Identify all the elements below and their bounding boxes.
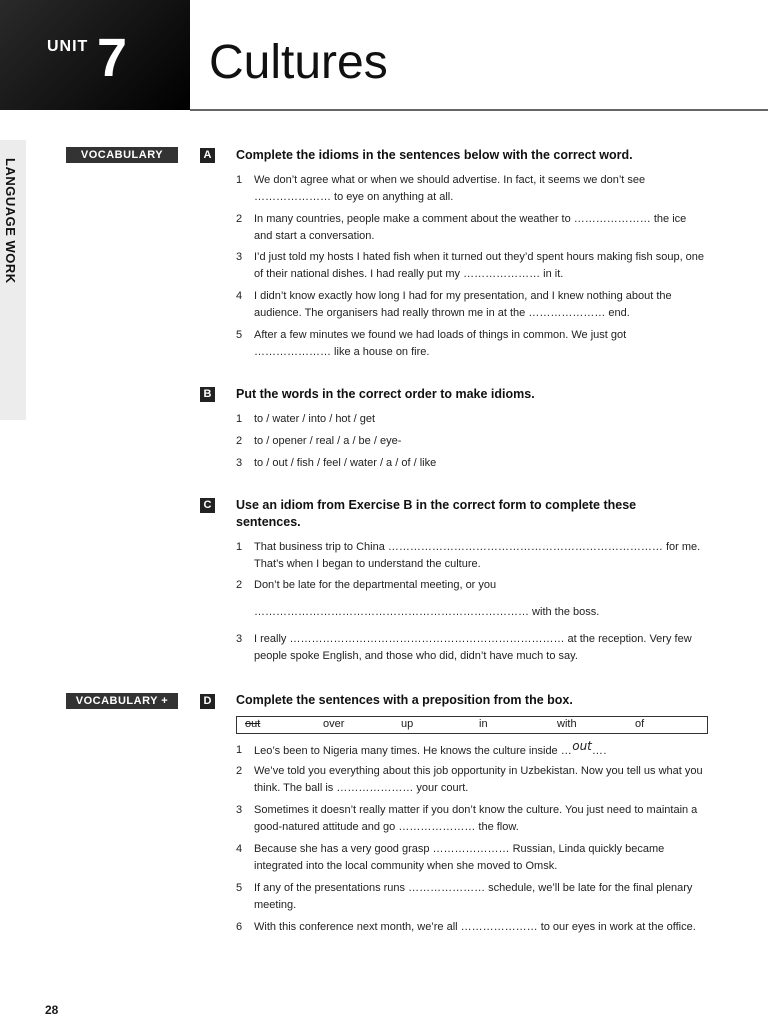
item-text: to / opener / real / a / be / eye- xyxy=(254,435,402,447)
item-text: to / out / fish / feel / water / a / of / like xyxy=(254,457,437,469)
item-text-lead: Leo’s been to Nigeria many times. He knows the culture inside xyxy=(254,745,561,757)
unit-number: 7 xyxy=(97,28,128,88)
item-number: 2 xyxy=(236,579,243,591)
vocabulary-tag: VOCABULARY xyxy=(66,147,178,163)
item-text: We’ve told you everything about this job opportunity in Uzbekistan. Now you tell us what you think. The ball is ………………… your court. xyxy=(254,765,703,794)
unit-banner xyxy=(0,0,190,110)
item-number: 6 xyxy=(236,921,243,933)
item-text: After a few minutes we found we had loads of things in common. We just got ………………… like a house on fire. xyxy=(254,329,627,358)
item-text: I’d just told my hosts I hated fish when it turned out they’d spent hours making fish soup, one of their national dishes. I had really put my ………………… in it. xyxy=(254,251,705,280)
box-word: in xyxy=(479,718,488,730)
item-number: 5 xyxy=(236,882,243,894)
exercise-letter-c: C xyxy=(200,498,215,513)
box-word: of xyxy=(635,718,645,730)
side-tab-label: LANGUAGE WORK xyxy=(3,158,18,284)
vocabulary-plus-tag: VOCABULARY + xyxy=(66,693,178,709)
exercise-letter-d: D xyxy=(200,694,215,709)
page-number: 28 xyxy=(45,1003,59,1017)
item-number: 1 xyxy=(236,413,243,425)
item-number: 4 xyxy=(236,843,243,855)
exercise-letter-b: B xyxy=(200,387,215,402)
item-text-end: . xyxy=(603,745,607,757)
handwritten-answer: out xyxy=(572,739,592,753)
item-text: Leo’s been to Nigeria many times. He knows the culture inside …out…. xyxy=(254,739,607,757)
header-divider xyxy=(190,109,768,111)
item-text: to / water / into / hot / get xyxy=(254,413,376,425)
item-number: 2 xyxy=(236,435,243,447)
exercise-letter-a: A xyxy=(200,148,215,163)
item-text: We don’t agree what or when we should advertise. In fact, it seems we don’t see ………………… to eye on anything at all. xyxy=(254,174,646,203)
unit-label: UNIT xyxy=(47,38,89,55)
item-number: 2 xyxy=(236,765,243,777)
item-number: 3 xyxy=(236,457,243,469)
item-text: I didn’t know exactly how long I had for my presentation, and I knew nothing about the audience. The organisers had really thrown me in at the ………………… end. xyxy=(254,290,672,319)
item-text: Because she has a very good grasp ………………… Russian, Linda quickly became integrated into the local community when she moved to Omsk. xyxy=(254,843,665,872)
item-text: That business trip to China ………………………………………………………………… for me. That’s when I began to understand the culture. xyxy=(254,541,701,570)
item-number: 3 xyxy=(236,804,243,816)
item-text: If any of the presentations runs ………………… schedule, we’ll be late for the final plenary meeting. xyxy=(254,882,693,911)
item-number: 1 xyxy=(236,541,243,553)
item-number: 3 xyxy=(236,251,243,263)
box-word: up xyxy=(401,718,414,730)
box-word: over xyxy=(323,718,345,730)
exercise-b-heading: Put the words in the correct order to make idioms. xyxy=(236,387,535,401)
exercise-c-heading: Use an idiom from Exercise B in the correct form to complete these sentences. xyxy=(236,498,637,529)
box-word: with xyxy=(557,718,577,730)
item-number: 5 xyxy=(236,329,243,341)
item-number: 4 xyxy=(236,290,243,302)
item-text: ………………………………………………………………… with the boss. xyxy=(254,606,600,618)
item-text: Don’t be late for the departmental meeting, or you xyxy=(254,579,497,591)
item-text: Sometimes it doesn’t really matter if you don’t know the culture. You just need to maintain a good-natured attitude and go ………………… the flow. xyxy=(254,804,698,833)
box-word: out xyxy=(245,718,261,730)
item-number: 3 xyxy=(236,633,243,645)
item-number: 1 xyxy=(236,744,243,756)
item-text: With this conference next month, we’re all ………………… to our eyes in work at the office. xyxy=(254,921,696,933)
page-title: Cultures xyxy=(209,36,388,89)
exercise-a-heading: Complete the idioms in the sentences below with the correct word. xyxy=(236,148,633,162)
item-number: 1 xyxy=(236,174,243,186)
item-number: 2 xyxy=(236,213,243,225)
word-box xyxy=(236,716,708,734)
exercise-d-heading: Complete the sentences with a preposition from the box. xyxy=(236,693,573,707)
item-text: In many countries, people make a comment about the weather to ………………… the ice and start a conversation. xyxy=(254,213,687,242)
item-text: I really ………………………………………………………………… at the reception. Very few people spoke English, and those who did, didn’t have much to say. xyxy=(254,633,692,662)
